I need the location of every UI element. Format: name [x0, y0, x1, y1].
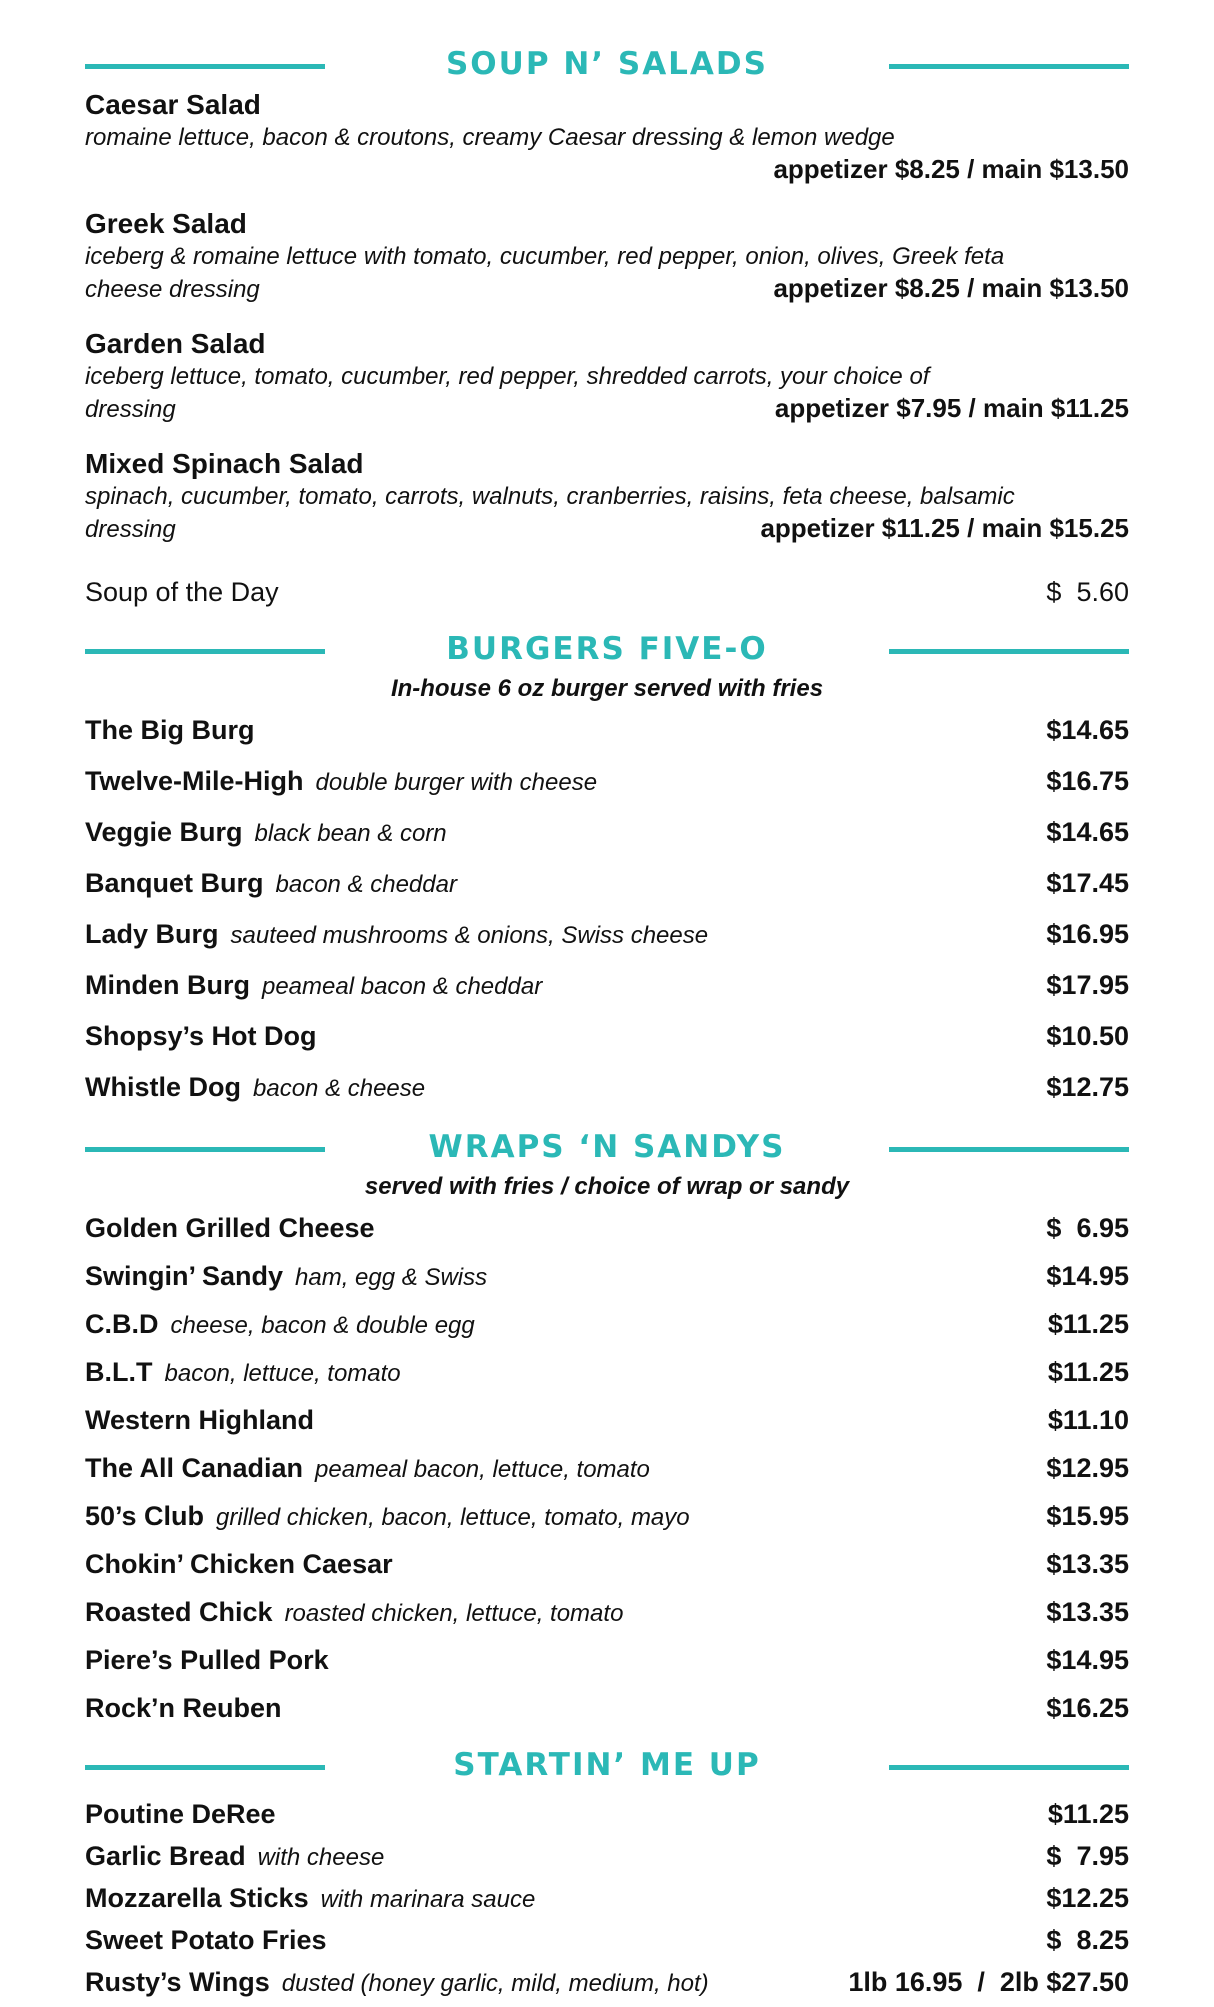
- item-price: $16.25: [1046, 1693, 1129, 1723]
- item-name: Mixed Spinach Salad: [85, 448, 364, 479]
- item-label: [85, 1211, 375, 1245]
- item-price: $12.95: [1046, 1453, 1129, 1483]
- item-name: Roasted Chick: [85, 1597, 273, 1627]
- item-name: Chokin’ Chicken Caesar: [85, 1549, 393, 1579]
- menu-item: [85, 1839, 1129, 1881]
- item-name: Western Highland: [85, 1405, 315, 1435]
- item-price: $14.65: [1046, 817, 1129, 847]
- item-list: [85, 1211, 1129, 1739]
- item-price: $ 7.95: [1046, 1841, 1129, 1871]
- item-price: $16.75: [1046, 766, 1129, 796]
- item-label: [85, 764, 597, 800]
- item-price: $10.50: [1046, 1021, 1129, 1051]
- item-price: $ 8.25: [1046, 1925, 1129, 1955]
- item-price: 1lb 16.95 / 2lb $27.50: [848, 1967, 1129, 1997]
- item-price: $13.35: [1046, 1549, 1129, 1579]
- item-description: ham, egg & Swiss: [295, 1264, 488, 1291]
- section-subtitle: served with fries / choice of wrap or sandy: [364, 1173, 850, 1200]
- section-header: [85, 623, 1129, 673]
- menu-item: [85, 327, 1129, 425]
- item-label: [85, 713, 255, 747]
- item-label: [85, 1307, 475, 1343]
- item-name: Greek Salad: [85, 208, 247, 239]
- item-name: Rock’n Reuben: [85, 1693, 282, 1723]
- item-label: [85, 1643, 329, 1677]
- item-name: Mozzarella Sticks: [85, 1883, 309, 1913]
- item-description: with cheese: [257, 1844, 385, 1871]
- section-header: [85, 38, 1129, 88]
- item-label: [85, 1881, 535, 1917]
- item-description: dressing: [85, 516, 176, 543]
- item-description: cheese dressing: [85, 276, 260, 303]
- item-name: Twelve-Mile-High: [85, 766, 304, 796]
- item-price: $14.95: [1046, 1645, 1129, 1675]
- menu-item: [85, 1019, 1129, 1070]
- item-label: [85, 1923, 327, 1957]
- item-name: Garlic Bread: [85, 1841, 246, 1871]
- item-name: Garden Salad: [85, 328, 266, 359]
- menu-item: [85, 815, 1129, 866]
- menu-item: [85, 917, 1129, 968]
- item-name: Sweet Potato Fries: [85, 1925, 327, 1955]
- section-burgers: [85, 623, 1129, 1121]
- item-name: Rusty’s Wings: [85, 1967, 270, 1997]
- item-description: grilled chicken, bacon, lettuce, tomato, mayo: [216, 1504, 690, 1531]
- item-description: dressing: [85, 396, 176, 423]
- item-price: appetizer $11.25 / main $15.25: [760, 513, 1129, 543]
- section-header: [85, 1121, 1129, 1171]
- item-label: [85, 1259, 487, 1295]
- item-label: [85, 866, 457, 902]
- item-label: [85, 1595, 623, 1631]
- divider-rule: [889, 649, 1129, 654]
- item-name: Golden Grilled Cheese: [85, 1213, 375, 1243]
- item-label: [85, 1965, 709, 2001]
- item-description: black bean & corn: [254, 820, 447, 847]
- menu-item: [85, 1965, 1129, 2007]
- item-label: [85, 1797, 276, 1831]
- item-description: peameal bacon & cheddar: [261, 973, 543, 1000]
- item-description: cheese, bacon & double egg: [170, 1312, 475, 1339]
- item-label: [85, 968, 542, 1004]
- item-name: Soup of the Day: [85, 577, 279, 607]
- menu-item: [85, 1797, 1129, 1839]
- item-name: B.L.T: [85, 1357, 153, 1387]
- item-label: [85, 1499, 690, 1535]
- menu-item: [85, 1355, 1129, 1403]
- menu-item: [85, 575, 1129, 609]
- section-title: BURGERS FIVE-O: [446, 631, 768, 667]
- menu-item: [85, 1691, 1129, 1739]
- item-label: [85, 1070, 425, 1106]
- menu-item: [85, 866, 1129, 917]
- item-description: iceberg lettuce, tomato, cucumber, red pepper, shredded carrots, your choice of: [85, 363, 930, 390]
- item-name: Minden Burg: [85, 970, 250, 1000]
- item-price: $11.10: [1047, 1405, 1129, 1435]
- menu-item: [85, 713, 1129, 764]
- item-price: $14.95: [1046, 1261, 1129, 1291]
- item-price: $17.95: [1046, 970, 1129, 1000]
- divider-rule: [889, 1147, 1129, 1152]
- section-starters: [85, 1739, 1129, 2007]
- menu-item: [85, 1643, 1129, 1691]
- item-label: [85, 1451, 650, 1487]
- menu-item: [85, 1881, 1129, 1923]
- menu-item: [85, 1307, 1129, 1355]
- item-description: sauteed mushrooms & onions, Swiss cheese: [230, 922, 709, 949]
- section-wraps: [85, 1121, 1129, 1739]
- item-label: [85, 1355, 401, 1391]
- menu-item: [85, 1595, 1129, 1643]
- item-list: [85, 1797, 1129, 2007]
- item-description: with marinara sauce: [320, 1886, 536, 1913]
- section-title: STARTIN’ ME UP: [453, 1747, 761, 1783]
- menu-item: [85, 1451, 1129, 1499]
- menu-item: [85, 1259, 1129, 1307]
- item-name: Banquet Burg: [85, 868, 264, 898]
- item-price: $ 6.95: [1046, 1213, 1129, 1243]
- menu-item: [85, 1070, 1129, 1121]
- item-list: [85, 713, 1129, 1121]
- item-description: iceberg & romaine lettuce with tomato, cucumber, red pepper, onion, olives, Greek feta: [85, 243, 1005, 270]
- item-label: [85, 1547, 393, 1581]
- menu-item: [85, 1211, 1129, 1259]
- item-name: The Big Burg: [85, 715, 255, 745]
- item-label: [85, 1019, 317, 1053]
- section-title: SOUP N’ SALADS: [445, 46, 768, 82]
- item-price: $11.25: [1047, 1309, 1129, 1339]
- item-price: appetizer $8.25 / main $13.50: [773, 273, 1129, 303]
- item-name: Poutine DeRee: [85, 1799, 276, 1829]
- menu-item: [85, 1547, 1129, 1595]
- item-price: $16.95: [1046, 919, 1129, 949]
- item-description: bacon & cheddar: [275, 871, 457, 898]
- menu-item: [85, 1923, 1129, 1965]
- item-price: $13.35: [1046, 1597, 1129, 1627]
- menu-item: [85, 447, 1129, 545]
- item-name: Piere’s Pulled Pork: [85, 1645, 329, 1675]
- item-label: [85, 1691, 282, 1725]
- divider-rule: [889, 1765, 1129, 1770]
- item-name: 50’s Club: [85, 1501, 205, 1531]
- item-description: romaine lettuce, bacon & croutons, creamy Caesar dressing & lemon wedge: [85, 124, 895, 151]
- menu-page: [85, 38, 1129, 2007]
- item-price: appetizer $8.25 / main $13.50: [773, 154, 1129, 184]
- menu-item: [85, 968, 1129, 1019]
- item-label: [85, 1403, 314, 1437]
- item-price: $14.65: [1046, 715, 1129, 745]
- item-label: [85, 917, 708, 953]
- item-description: spinach, cucumber, tomato, carrots, walnuts, cranberries, raisins, feta cheese, balsamic: [85, 483, 1015, 510]
- item-name: C.B.D: [85, 1309, 159, 1339]
- item-price: $ 5.60: [1046, 577, 1129, 607]
- menu-item: [85, 1403, 1129, 1451]
- item-name: Caesar Salad: [85, 89, 261, 120]
- item-description: double burger with cheese: [315, 769, 598, 796]
- item-name: Veggie Burg: [85, 817, 243, 847]
- item-description: bacon, lettuce, tomato: [164, 1360, 401, 1387]
- item-description: dusted (honey garlic, mild, medium, hot): [281, 1970, 709, 1997]
- item-price: $15.95: [1046, 1501, 1129, 1531]
- section-header: [85, 1739, 1129, 1789]
- item-price: $12.75: [1046, 1072, 1129, 1102]
- menu-item: [85, 88, 1129, 185]
- item-name: Swingin’ Sandy: [85, 1261, 284, 1291]
- menu-item: [85, 764, 1129, 815]
- item-price: $11.25: [1047, 1799, 1129, 1829]
- item-price: $11.25: [1047, 1357, 1129, 1387]
- item-name: Shopsy’s Hot Dog: [85, 1021, 317, 1051]
- menu-item: [85, 207, 1129, 305]
- item-name: Whistle Dog: [85, 1072, 241, 1102]
- item-description: peameal bacon, lettuce, tomato: [315, 1456, 650, 1483]
- item-description: roasted chicken, lettuce, tomato: [284, 1600, 624, 1627]
- item-name: Lady Burg: [85, 919, 219, 949]
- menu-item: [85, 1499, 1129, 1547]
- item-name: The All Canadian: [85, 1453, 304, 1483]
- item-label: [85, 1839, 384, 1875]
- item-description: bacon & cheese: [253, 1075, 426, 1102]
- section-soup-salads: [85, 38, 1129, 609]
- section-subtitle: In-house 6 oz burger served with fries: [390, 675, 824, 702]
- item-label: [85, 815, 447, 851]
- item-price: $12.25: [1046, 1883, 1129, 1913]
- section-title: WRAPS ‘N SANDYS: [428, 1129, 786, 1165]
- item-price: $17.45: [1046, 868, 1129, 898]
- divider-rule: [889, 64, 1129, 69]
- item-price: appetizer $7.95 / main $11.25: [774, 393, 1129, 423]
